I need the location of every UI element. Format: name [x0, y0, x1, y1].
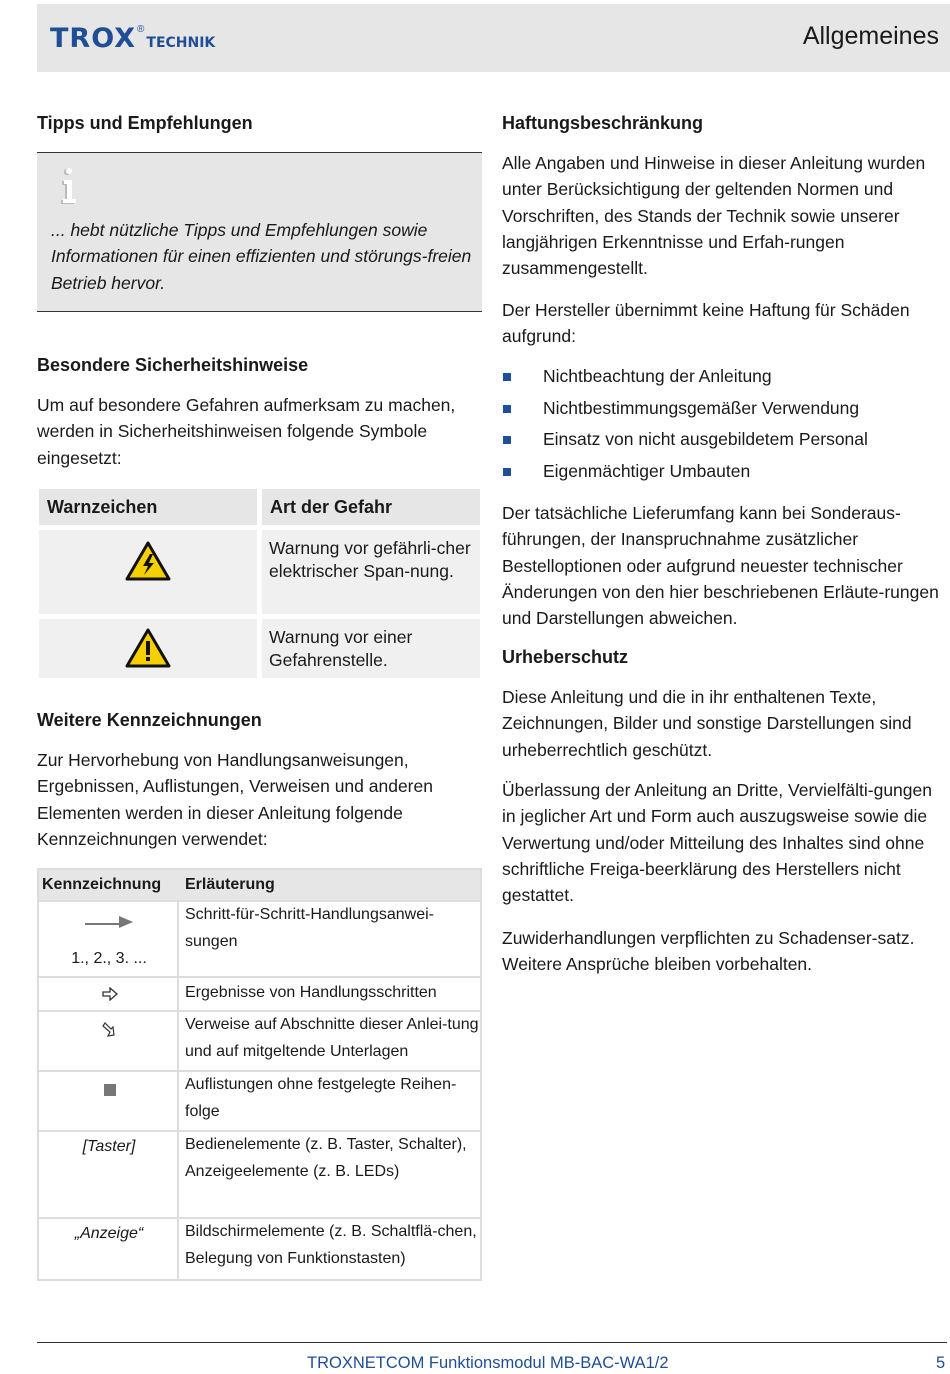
table-row	[37, 1072, 482, 1132]
liability-para-1: Alle Angaben und Hinweise in dieser Anleitung wurden unter Berücksichtigung der geltenden Normen und Vorschriften, des Stands der Technik sowie unserer langjährigen Erkenntnisse und Erfah-rungen zusammengestellt.	[502, 153, 926, 279]
column-header: Kennzeichnung	[42, 876, 162, 893]
symbol-cell	[39, 1132, 179, 1217]
marking-description: Bedienelemente (z. B. Taster, Schalter), Anzeigeelemente (z. B. LEDs)	[185, 1136, 467, 1180]
general-warning-icon	[125, 628, 171, 668]
symbol-cell	[39, 1012, 179, 1070]
table-row	[39, 530, 257, 614]
symbol-cell	[39, 1219, 179, 1279]
symbol-cell	[39, 1072, 179, 1130]
table-row	[37, 1012, 482, 1072]
list-item-text: Eigenmächtiger Umbauten	[543, 460, 751, 481]
table-row	[37, 1132, 482, 1219]
marking-description: Verweise auf Abschnitte dieser Anlei-tung und auf mitgeltende Unterlagen	[185, 1016, 479, 1060]
electric-warning-icon	[125, 541, 171, 581]
liability-heading: Haftungsbeschränkung	[502, 113, 704, 133]
column-header: Erläuterung	[185, 876, 275, 893]
liability-bullet-list	[502, 361, 947, 487]
markings-heading: Weitere Kennzeichnungen	[37, 710, 262, 730]
hazard-description: Warnung vor gefährli-cher elektrischer Span-nung.	[269, 538, 471, 581]
footer-divider	[37, 1342, 947, 1343]
control-element-marking: [Taster]	[82, 1138, 136, 1155]
list-item-text: Nichtbestimmungsgemäßer Verwendung	[543, 397, 860, 418]
markings-intro: Zur Hervorhebung von Handlungsanweisungen, Ergebnissen, Auflistungen, Verweisen und anderen Elementen werden in dieser Anleitung folgende Kennzeichnungen verwendet:	[37, 750, 433, 849]
marking-description: Auflistungen ohne festgelegte Reihen-folge	[185, 1076, 457, 1120]
logo-main-text: TROX	[50, 23, 137, 54]
marking-description: Ergebnisse von Handlungsschritten	[185, 984, 437, 1001]
bullet-square-icon	[503, 405, 511, 413]
step-arrow-icon	[85, 911, 135, 931]
table-header-row	[37, 868, 482, 902]
hazard-description: Warnung vor einer Gefahrenstelle.	[269, 627, 413, 670]
copyright-para-3: Zuwiderhandlungen verpflichten zu Schadenser-satz. Weitere Ansprüche bleiben vorbehalten.	[502, 928, 915, 975]
copyright-para-1: Diese Anleitung und die in ihr enthaltenen Texte, Zeichnungen, Bilder und sonstige Darstellungen sind urheberrechtlich geschützt.	[502, 687, 912, 760]
column-header: Art der Gefahr	[270, 497, 393, 517]
safety-heading: Besondere Sicherheitshinweise	[37, 355, 309, 375]
liability-para-2: Der Hersteller übernimmt keine Haftung für Schäden aufgrund:	[502, 300, 910, 347]
liability-para-3: Der tatsächliche Lieferumfang kann bei Sonderaus-führungen, der Inanspruchnahme zusätzlicher Bestelloptionen oder aufgrund neuester technischer Änderungen von den hier beschriebenen Erläute-rungen und Darstellungen abweichen.	[502, 503, 939, 629]
table-row	[37, 978, 482, 1012]
table-row	[39, 619, 257, 678]
page-header	[37, 4, 950, 72]
marking-description: Schritt-für-Schritt-Handlungsanwei-sungen	[185, 906, 434, 950]
copyright-para-2: Überlassung der Anleitung an Dritte, Vervielfälti-gungen in jeglicher Art und Form auch auszugsweise sowie die Verwertung und/oder Mitteilung des Inhaltes sind ohne schriftliche Freiga-beerklärung des Herstellers nicht gestattet.	[502, 780, 932, 906]
symbol-cell	[39, 978, 179, 1010]
bullet-square-icon	[503, 468, 511, 476]
bullet-square-icon	[503, 373, 511, 381]
list-item	[502, 361, 947, 393]
copyright-heading: Urheberschutz	[502, 647, 629, 667]
table-header-cell	[39, 489, 257, 525]
screen-element-marking: „Anzeige“	[74, 1225, 144, 1242]
page-number: 5	[936, 1354, 946, 1372]
table-row	[262, 619, 480, 678]
info-icon	[57, 167, 87, 207]
logo-sub-text: TECHNIK	[146, 35, 216, 51]
tip-box	[37, 152, 482, 312]
section-title: Allgemeines	[802, 22, 939, 50]
column-header: Warnzeichen	[47, 497, 158, 517]
symbol-cell	[39, 902, 179, 976]
step-numbers: 1., 2., 3. ...	[71, 950, 147, 967]
bullet-square-icon	[503, 436, 511, 444]
list-item	[502, 424, 947, 456]
table-row	[262, 530, 480, 614]
table-row	[37, 902, 482, 978]
table-row	[37, 1219, 482, 1281]
logo-registered-mark: ®	[137, 24, 145, 35]
list-item-text: Nichtbeachtung der Anleitung	[543, 366, 772, 386]
tips-heading: Tipps und Empfehlungen	[37, 113, 253, 133]
footer-document-title: TROXNETCOM Funktionsmodul MB-BAC-WA1/2	[307, 1354, 669, 1372]
safety-intro: Um auf besondere Gefahren aufmerksam zu machen, werden in Sicherheitshinweisen folgende Symbole eingesetzt:	[37, 395, 456, 468]
list-item-text: Einsatz von nicht ausgebildetem Personal	[543, 429, 868, 449]
list-item	[502, 393, 947, 425]
result-arrow-icon	[102, 987, 118, 1001]
reference-hand-icon	[102, 1021, 116, 1039]
marking-description: Bildschirmelemente (z. B. Schaltflä-chen, Belegung von Funktionstasten)	[185, 1223, 477, 1267]
list-item	[502, 456, 947, 488]
tip-text: ... hebt nützliche Tipps und Empfehlungen sowie Informationen für einen effizienten und störungs-freien Betrieb hervor.	[51, 220, 472, 293]
table-header-cell	[262, 489, 480, 525]
list-square-icon	[104, 1084, 116, 1096]
trox-logo	[50, 20, 215, 60]
